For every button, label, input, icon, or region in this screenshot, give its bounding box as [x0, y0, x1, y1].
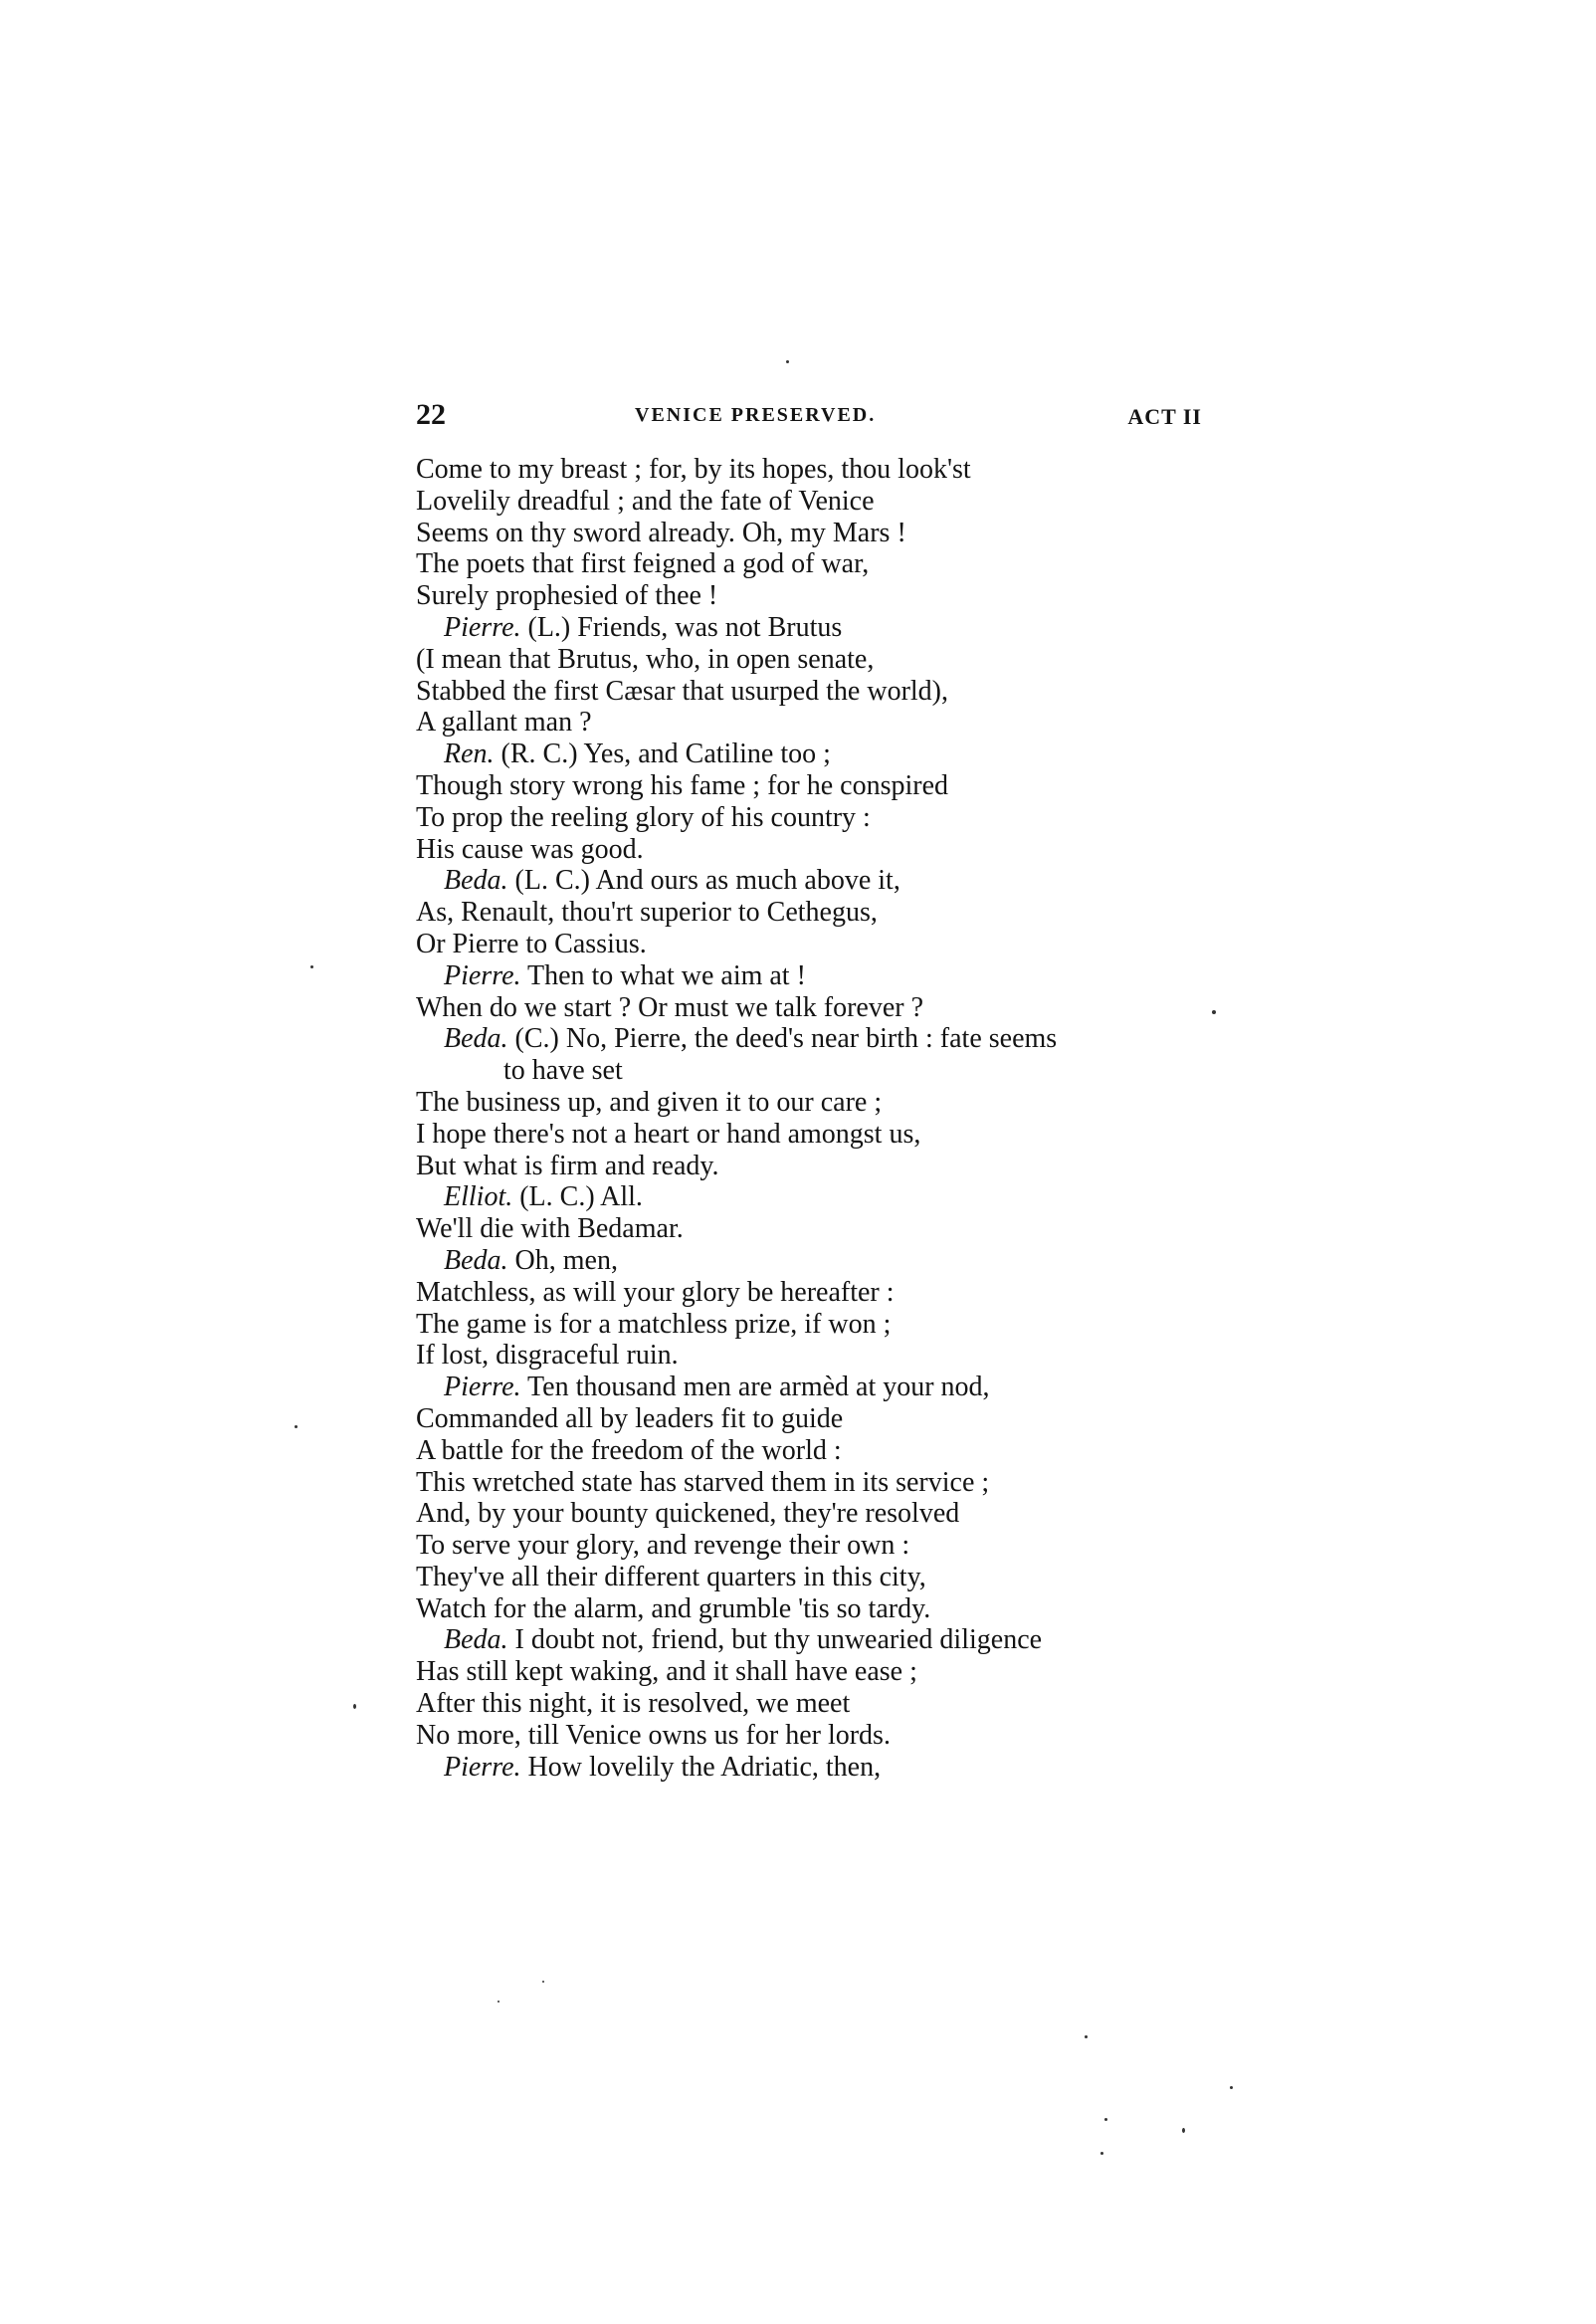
verse-line: Or Pierre to Cassius.: [416, 928, 647, 959]
verse-line: A battle for the freedom of the world :: [416, 1434, 842, 1466]
verse-line: Matchless, as will your glory be hereafter :: [416, 1276, 895, 1308]
verse-line: If lost, disgraceful ruin.: [416, 1340, 679, 1372]
speech-line: [416, 1624, 1232, 1656]
verse-line: And, by your bounty quickened, they're resolved: [416, 1498, 960, 1530]
verse-line: But what is firm and ready.: [416, 1150, 719, 1181]
stage-direction: (C.): [514, 1023, 559, 1055]
speech-text: Ten thousand men are armèd at your nod,: [527, 1372, 990, 1403]
speaker-name: Pierre.: [444, 959, 521, 991]
scan-speck: [498, 2001, 499, 2003]
verse-line: The business up, and given it to our care ;: [416, 1086, 883, 1118]
scan-speck: [786, 360, 789, 363]
verse-line: This wretched state has starved them in its service ;: [416, 1466, 990, 1498]
running-title: VENICE PRESERVED.: [635, 404, 877, 426]
verse-line: When do we start ? Or must we talk forever ?: [416, 991, 924, 1023]
page-header: [416, 398, 1202, 438]
speech-text: Yes, and Catiline too ;: [583, 739, 831, 770]
verse-line: We'll die with Bedamar.: [416, 1213, 684, 1245]
speech-line: [416, 612, 1232, 644]
speaker-name: Pierre.: [444, 611, 521, 643]
scan-speck: [1085, 2035, 1088, 2038]
verse-line: Commanded all by leaders fit to guide: [416, 1402, 844, 1434]
speaker-name: Pierre.: [444, 1372, 521, 1403]
scan-speck: [542, 1981, 544, 1983]
speech-line: [416, 1245, 1232, 1277]
verse-line: The poets that first feigned a god of war,: [416, 548, 870, 580]
stage-direction: (L. C.): [519, 1181, 595, 1213]
speech-text: Friends, was not Brutus: [577, 611, 843, 643]
speech-text: No, Pierre, the deed's near birth : fate seems: [565, 1023, 1058, 1055]
speech-line: [416, 1023, 1232, 1055]
speaker-name: Ren.: [444, 739, 495, 770]
speaker-name: Beda.: [444, 1624, 508, 1656]
verse-line: Has still kept waking, and it shall have ease ;: [416, 1656, 917, 1688]
page-number: 22: [416, 398, 446, 431]
verse-line: They've all their different quarters in this city,: [416, 1561, 926, 1592]
verse-line: Seems on thy sword already. Oh, my Mars !: [416, 517, 906, 548]
verse-line: A gallant man ?: [416, 707, 592, 739]
stage-direction: (L.): [527, 611, 571, 643]
speech-text: Then to what we aim at !: [527, 959, 806, 991]
verse-line: (I mean that Brutus, who, in open senate,: [416, 643, 875, 675]
play-text: [416, 454, 1232, 1783]
speaker-name: Elliot.: [444, 1181, 513, 1213]
scan-speck: [295, 1425, 298, 1428]
scan-speck: [1230, 2086, 1233, 2089]
verse-line: To serve your glory, and revenge their own :: [416, 1530, 910, 1562]
stage-direction: (L. C.): [514, 865, 590, 897]
verse-line: Stabbed the first Cæsar that usurped the world),: [416, 675, 949, 707]
speech-line: [416, 1752, 1232, 1784]
scan-speck: [1182, 2128, 1185, 2133]
verse-line: Lovelily dreadful ; and the fate of Venice: [416, 485, 875, 517]
scan-speck: [1100, 2152, 1103, 2155]
speech-line: [416, 1372, 1232, 1403]
speech-text: I doubt not, friend, but thy unwearied diligence: [514, 1624, 1043, 1656]
speech-line: [416, 1181, 1232, 1213]
verse-line: His cause was good.: [416, 833, 644, 865]
speech-text: How lovelily the Adriatic, then,: [527, 1751, 882, 1783]
stage-direction: (R. C.): [500, 739, 578, 770]
speech-text: Oh, men,: [514, 1244, 618, 1276]
scan-speck: [1104, 2118, 1107, 2121]
speaker-name: Beda.: [444, 1244, 508, 1276]
verse-line: Though story wrong his fame ; for he conspired: [416, 769, 948, 801]
scan-speck: [353, 1704, 356, 1709]
scan-speck: [310, 965, 313, 968]
verse-line: Come to my breast ; for, by its hopes, thou look'st: [416, 454, 971, 485]
verse-line: No more, till Venice owns us for her lords.: [416, 1719, 891, 1751]
speaker-name: Pierre.: [444, 1751, 521, 1783]
speech-line: [416, 739, 1232, 770]
speech-line: [416, 960, 1232, 992]
speech-text: And ours as much above it,: [595, 865, 900, 897]
act-label: ACT II: [1127, 404, 1202, 429]
speech-line: [416, 865, 1232, 897]
verse-line: The game is for a matchless prize, if won ;: [416, 1308, 892, 1340]
scan-speck: [1212, 1010, 1216, 1014]
speaker-name: Beda.: [444, 865, 508, 897]
verse-line: Watch for the alarm, and grumble 'tis so tardy.: [416, 1592, 931, 1624]
verse-line: As, Renault, thou'rt superior to Cethegus,: [416, 897, 878, 929]
speaker-name: Beda.: [444, 1023, 508, 1055]
verse-line: To prop the reeling glory of his country :: [416, 801, 871, 833]
verse-line: Surely prophesied of thee !: [416, 580, 718, 612]
verse-line: After this night, it is resolved, we meet: [416, 1688, 851, 1720]
verse-line: I hope there's not a heart or hand amongst us,: [416, 1118, 921, 1150]
continuation-line: to have set: [503, 1055, 623, 1087]
speech-text: All.: [600, 1181, 643, 1213]
